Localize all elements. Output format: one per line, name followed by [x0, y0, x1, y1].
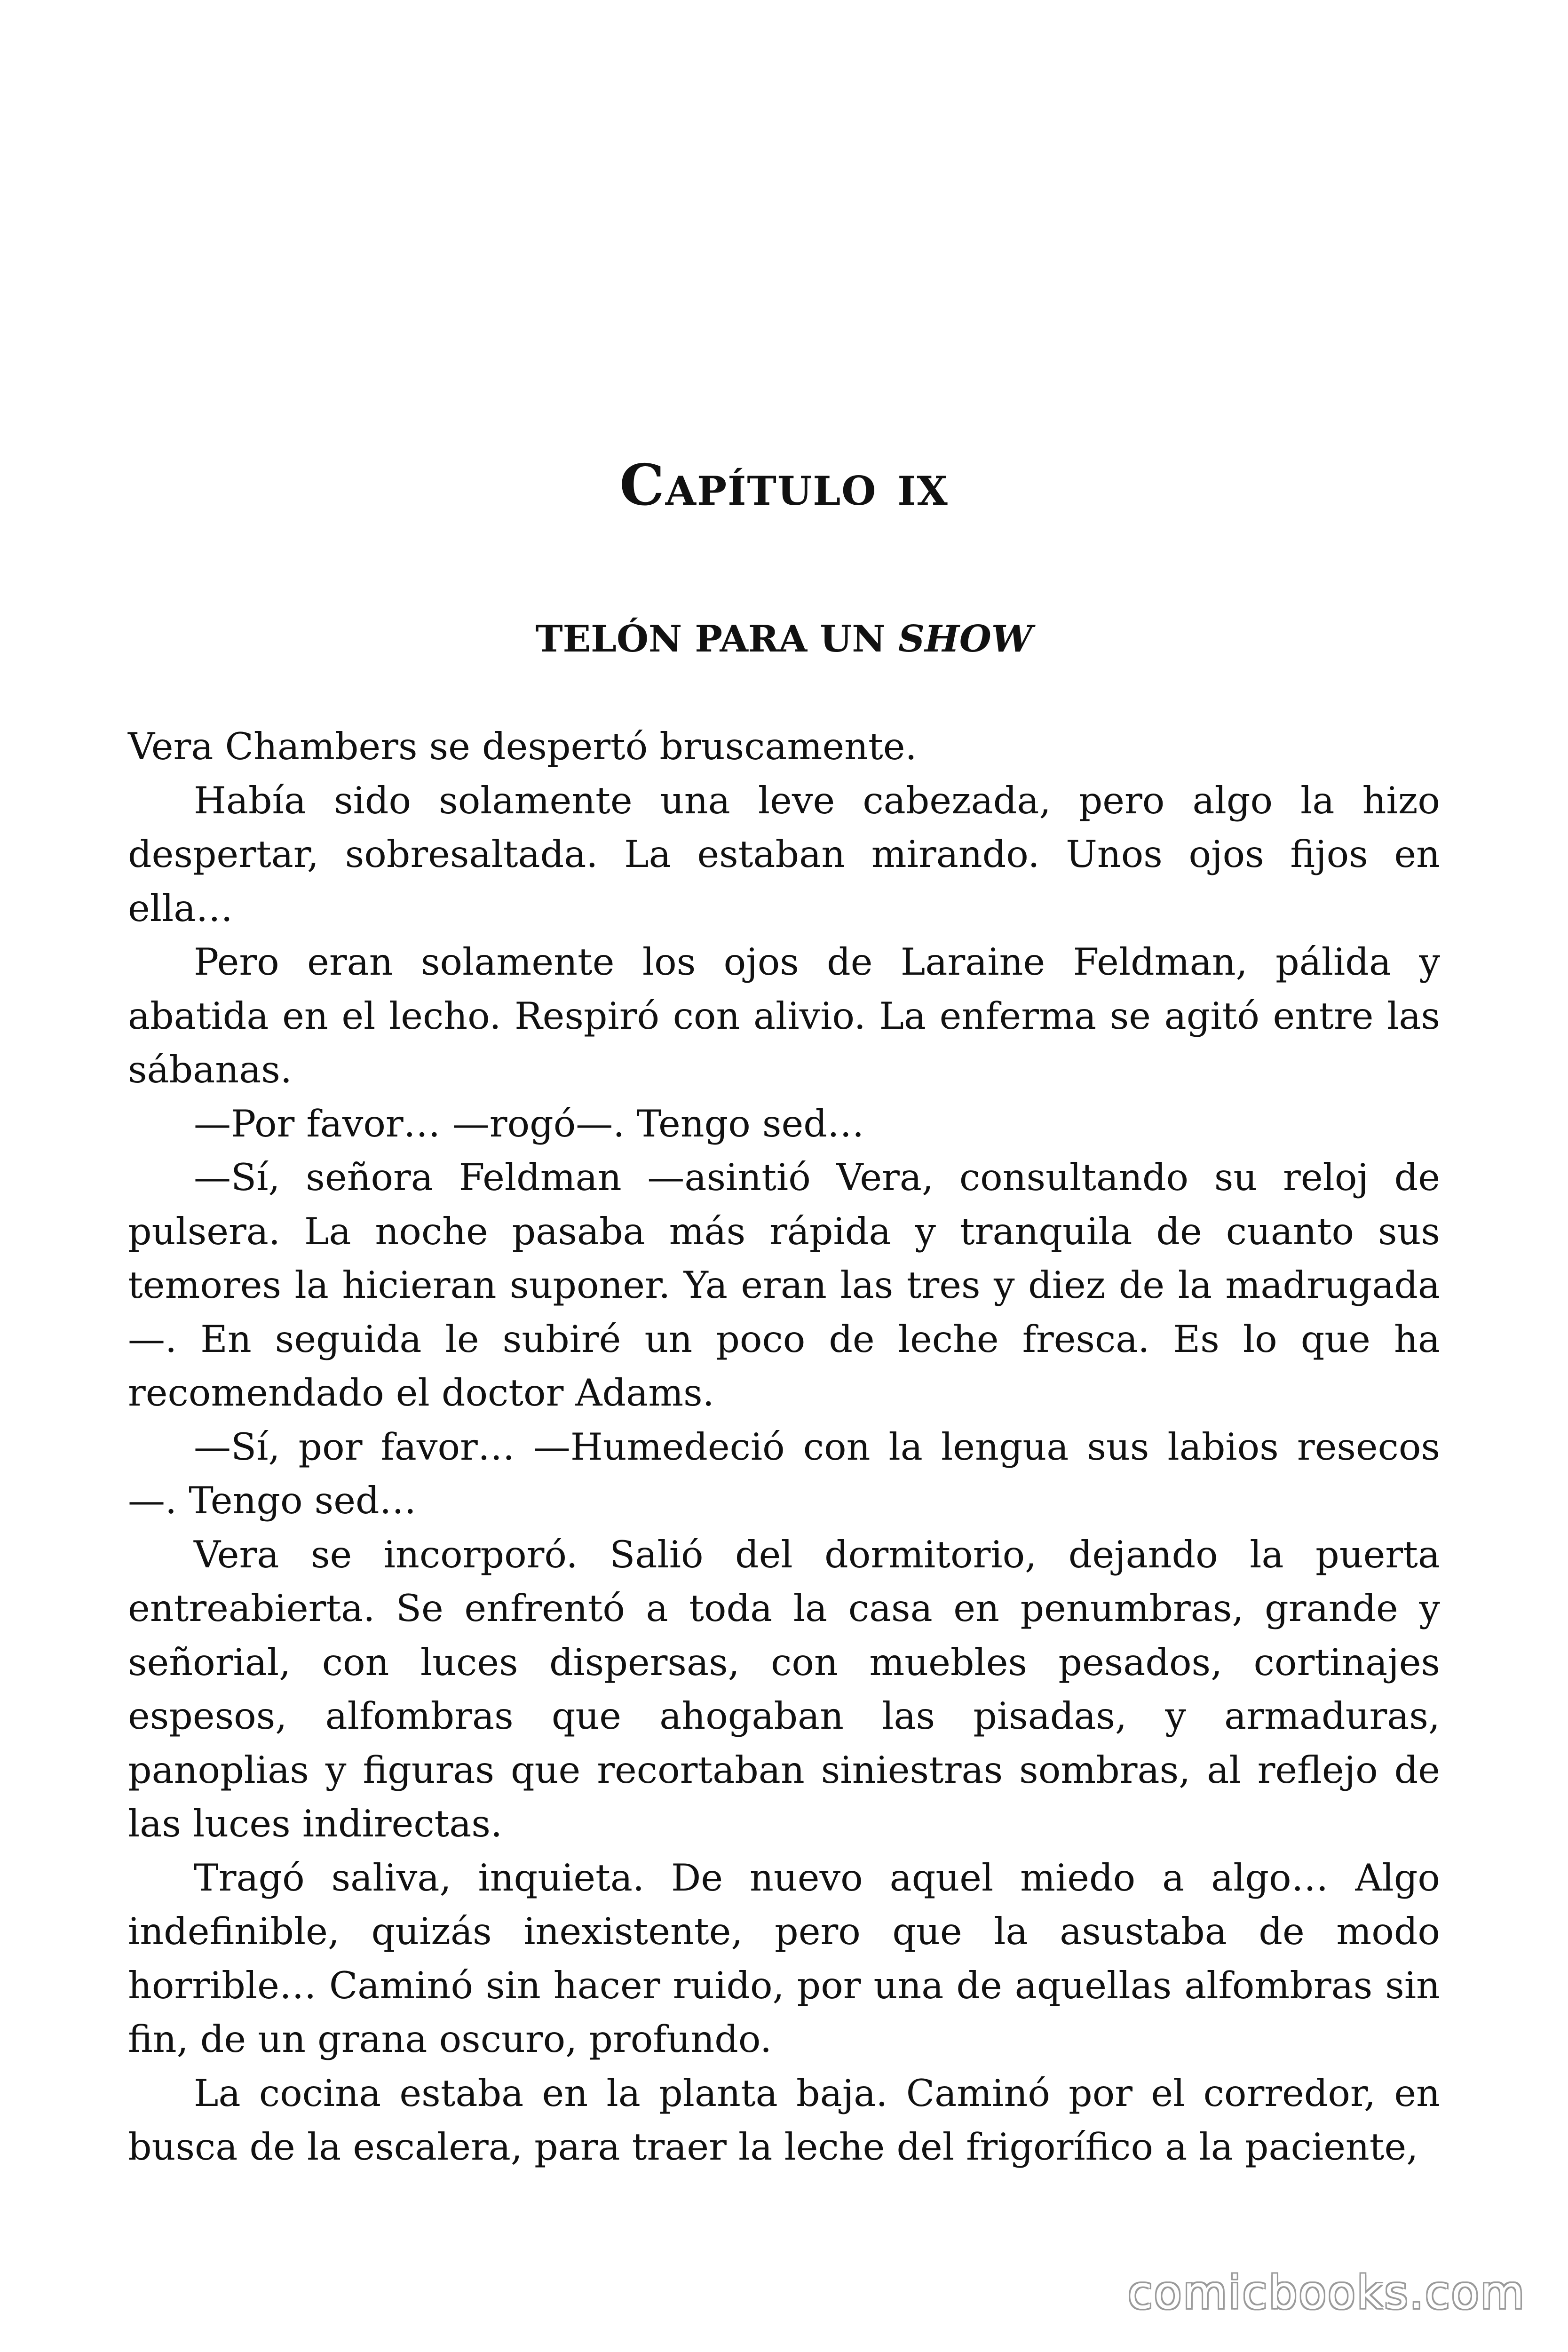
paragraph: —Sí, señora Feldman —asintió Vera, consultando su reloj de pulsera. La noche pasaba más rápida y tranquila de cuanto sus temores la hicieran suponer. Ya eran las tres y diez de la madrugada —. En seguida le subiré un poco de leche fresca. Es lo que ha recomendado el doctor Adams. — [128, 1156, 1440, 1414]
chapter-body — [128, 720, 1440, 2174]
paragraph: Pero eran solamente los ojos de Laraine Feldman, pálida y abatida en el lecho. Respiró con alivio. La enferma se agitó entre las sábanas. — [128, 940, 1440, 1091]
paragraph: Había sido solamente una leve cabezada, pero algo la hizo despertar, sobresaltada. La estaban mirando. Unos ojos fijos en ella… — [128, 779, 1440, 930]
paragraph: La cocina estaba en la planta baja. Caminó por el corredor, en busca de la escalera, para traer la leche del frigorífico a la paciente, — [128, 2071, 1440, 2169]
paragraph: —Por favor… —rogó—. Tengo sed… — [194, 1102, 864, 1145]
paragraph: Vera Chambers se despertó bruscamente. — [128, 725, 917, 768]
paragraph: —Sí, por favor… —Humedeció con la lengua sus labios resecos —. Tengo sed… — [128, 1425, 1440, 1522]
chapter-title: Capítulo ix — [619, 452, 949, 518]
watermark: comicbooks.com — [1127, 2266, 1526, 2319]
paragraph: Tragó saliva, inquieta. De nuevo aquel miedo a algo… Algo indefinible, quizás inexistente, pero que la asustaba de modo horrible… Caminó sin hacer ruido, por una de aquellas alfombras sin fin, de un grana oscuro, profundo. — [128, 1856, 1440, 2061]
chapter-subtitle — [0, 617, 1568, 661]
chapter-subtitle-italic: SHOW — [898, 618, 1033, 660]
chapter-subtitle-main: TELÓN PARA UN — [535, 618, 898, 660]
paragraph: Vera se incorporó. Salió del dormitorio, dejando la puerta entreabierta. Se enfrentó a toda la casa en penumbras, grande y señorial, con luces dispersas, con muebles pesados, cortinajes espesos, alfombras que ahogaban las pisadas, y armaduras, panoplias y figuras que recortaban siniestras sombras, al reflejo de las luces indirectas. — [128, 1533, 1440, 1845]
